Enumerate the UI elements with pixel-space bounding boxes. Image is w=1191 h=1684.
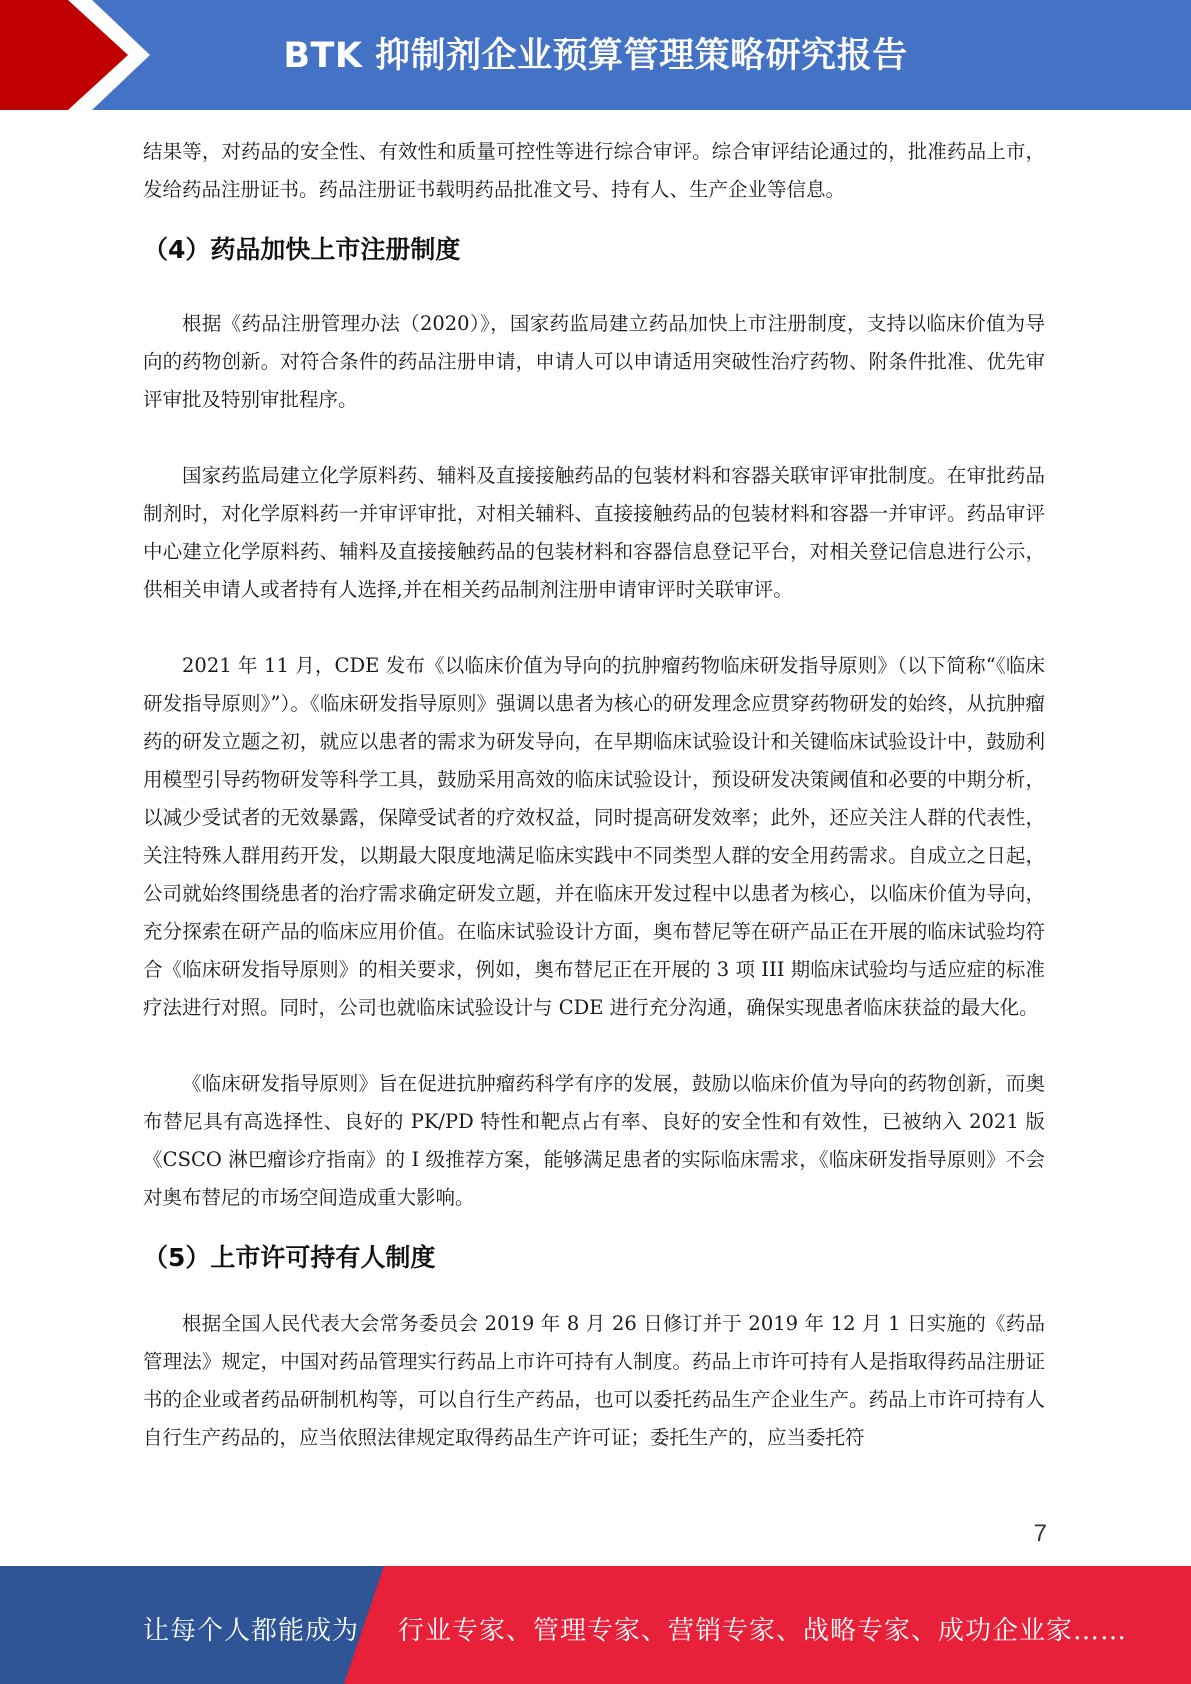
paragraph-guideline-impact: 《临床研发指导原则》旨在促进抗肿瘤药科学有序的发展，鼓励以临床价值为导向的药物创新，而奥布替尼具有高选择性、良好的 PK/PD 特性和靶点占有率、良好的安全性和有效性，已被纳入 2021 版《CSCO 淋巴瘤诊疗指南》的 I 级推荐方案，能够满足患者的实际临床需求，《临床研发指导原则》不会对奥布替尼的市场空间造成重大影响。 (143, 1072, 1045, 1209)
paragraph-review-results: 结果等，对药品的安全性、有效性和质量可控性等进行综合审评。综合审评结论通过的，批准药品上市，发给药品注册证书。药品注册证书载明药品批准文号、持有人、生产企业等信息。 (143, 140, 1045, 201)
section-heading-accelerated-registration: （4）药品加快上市注册制度 (143, 235, 461, 264)
document-body (143, 133, 1045, 1457)
paragraph-associated-review: 国家药监局建立化学原料药、辅料及直接接触药品的包装材料和容器关联审评审批制度。在审批药品制剂时，对化学原料药一并审评审批，对相关辅料、直接接触药品的包装材料和容器一并审评。药品审评中心建立化学原料药、辅料及直接接触药品的包装材料和容器信息登记平台，对相关登记信息进行公示，供相关申请人或者持有人选择,并在相关药品制剂注册申请审评时关联审评。 (143, 464, 1045, 601)
page-header (0, 0, 1191, 110)
report-title: BTK 抑制剂企业预算管理策略研究报告 (283, 36, 908, 76)
page-number: 7 (1033, 1520, 1047, 1547)
footer-slogan-right: 行业专家、管理专家、营销专家、战略专家、成功企业家…… (398, 1616, 1128, 1646)
page-footer (0, 1566, 1191, 1684)
footer-slogan-left: 让每个人都能成为 (143, 1616, 360, 1646)
paragraph-mah-system: 根据全国人民代表大会常务委员会 2019 年 8 月 26 日修订并于 2019 年 12 月 1 日实施的《药品管理法》规定，中国对药品管理实行药品上市许可持有人制度。药品上市许可持有人是指取得药品注册证书的企业或者药品研制机构等，可以自行生产药品，也可以委托药品生产企业生产。药品上市许可持有人自行生产药品的，应当依照法律规定取得药品生产许可证；委托生产的，应当委托符 (143, 1312, 1045, 1449)
paragraph-accelerated-registration: 根据《药品注册管理办法（2020）》，国家药监局建立药品加快上市注册制度，支持以临床价值为导向的药物创新。对符合条件的药品注册申请，申请人可以申请适用突破性治疗药物、附条件批准、优先审评审批及特别审批程序。 (143, 312, 1045, 411)
section-heading-mah-system: （5）上市许可持有人制度 (143, 1243, 436, 1272)
paragraph-cde-guideline: 2021 年 11 月，CDE 发布《以临床价值为导向的抗肿瘤药物临床研发指导原则》（以下简称“《临床研发指导原则》”）。《临床研发指导原则》强调以患者为核心的研发理念应贯穿药物研发的始终，从抗肿瘤药的研发立题之初，就应以患者的需求为研发导向，在早期临床试验设计和关键临床试验设计中，鼓励利用模型引导药物研发等科学工具，鼓励采用高效的临床试验设计，预设研发决策阈值和必要的中期分析，以减少受试者的无效暴露，保障受试者的疗效权益，同时提高研发效率；此外，还应关注人群的代表性，关注特殊人群用药开发，以期最大限度地满足临床实践中不同类型人群的安全用药需求。自成立之日起，公司就始终围绕患者的治疗需求确定研发立题，并在临床开发过程中以患者为核心，以临床价值为导向，充分探索在研产品的临床应用价值。在临床试验设计方面，奥布替尼等在研产品正在开展的临床试验均符合《临床研发指导原则》的相关要求，例如，奥布替尼正在开展的 3 项 III 期临床试验均与适应症的标准疗法进行对照。同时，公司也就临床试验设计与 CDE 进行充分沟通，确保实现患者临床获益的最大化。 (143, 654, 1045, 1019)
